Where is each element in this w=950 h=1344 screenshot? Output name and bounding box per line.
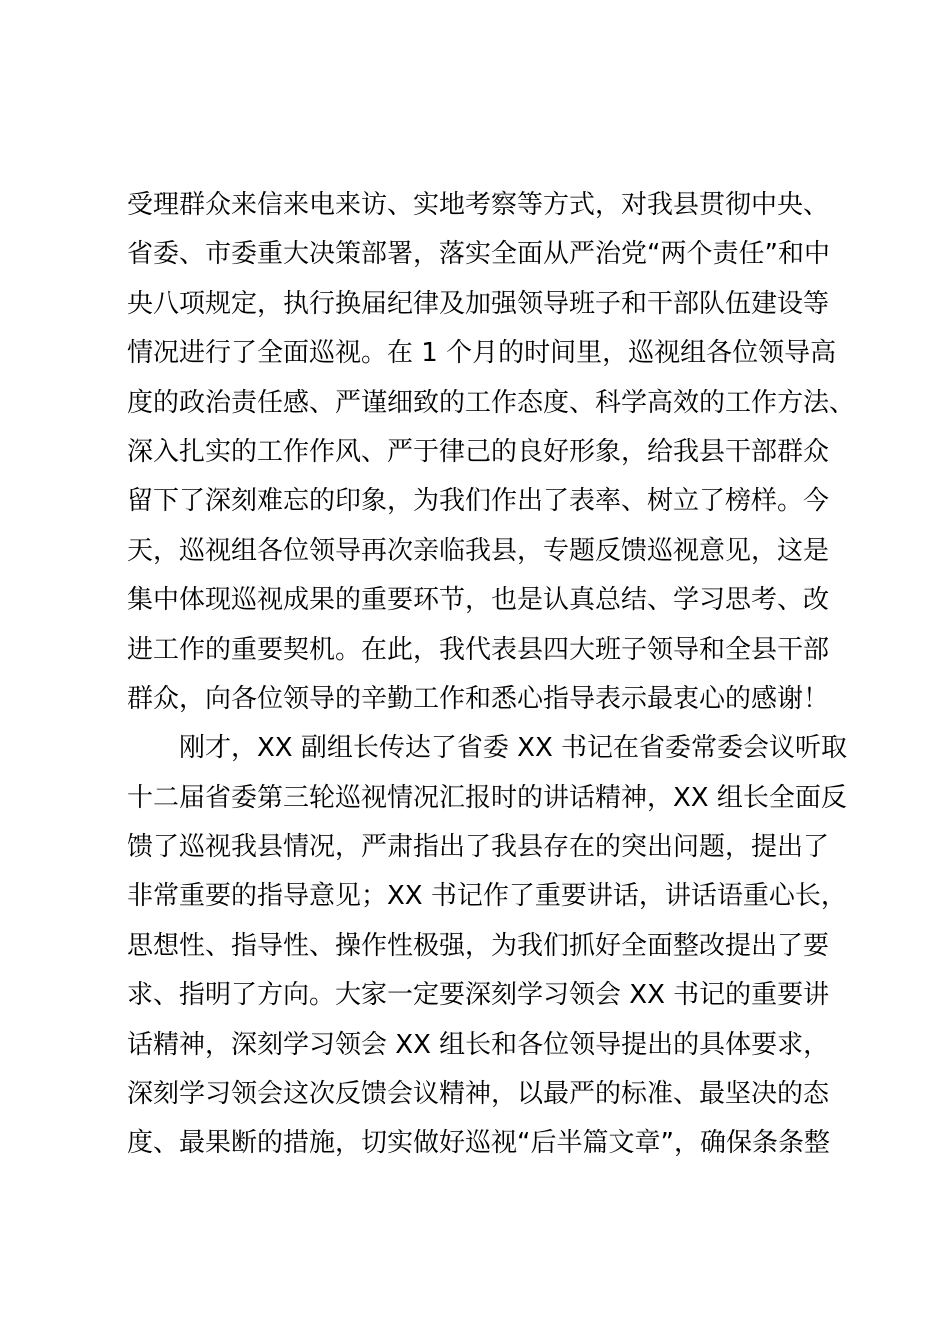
- text-line: 深刻学习领会这次反馈会议精神，以最严的标准、最坚决的态: [127, 1079, 830, 1110]
- text-line: 思想性、指导性、操作性极强，为我们抓好全面整改提出了要: [127, 930, 830, 961]
- text-line: 受理群众来信来电来访、实地考察等方式，对我县贯彻中央、: [127, 190, 830, 220]
- text-line: 馈了巡视我县情况，严肃指出了我县存在的突出问题，提出了: [127, 832, 830, 863]
- text-line: 央八项规定，执行换届纪律及加强领导班子和干部队伍建设等: [127, 288, 830, 319]
- text-line: 省委、市委重大决策部署，落实全面从严治党“两个责任”和中: [127, 239, 830, 270]
- paragraph-1: [127, 181, 856, 724]
- text-line: 天，巡视组各位领导再次亲临我县，专题反馈巡视意见，这是: [127, 535, 830, 566]
- text-line: 刚才，XX 副组长传达了省委 XX 书记在省委常委会议听取: [179, 733, 848, 764]
- text-line: 话精神，深刻学习领会 XX 组长和各位领导提出的具体要求，: [127, 1029, 830, 1060]
- paragraph-2: [127, 724, 847, 1169]
- text-line: 非常重要的指导意见；XX 书记作了重要讲话，讲话语重心长，: [127, 881, 847, 912]
- text-line: 度的政治责任感、严谨细致的工作态度、科学高效的工作方法、: [127, 387, 856, 418]
- text-line: 十二届省委第三轮巡视情况汇报时的讲话精神，XX 组长全面反: [127, 782, 847, 813]
- text-line: 集中体现巡视成果的重要环节，也是认真总结、学习思考、改: [127, 585, 830, 616]
- text-line: 度、最果断的措施，切实做好巡视“后半篇文章”，确保条条整: [127, 1128, 830, 1159]
- text-line: 群众，向各位领导的辛勤工作和悉心指导表示最衷心的感谢！: [127, 683, 830, 714]
- text-line: 进工作的重要契机。在此，我代表县四大班子领导和全县干部: [127, 634, 830, 665]
- text-line: 深入扎实的工作作风、严于律己的良好形象，给我县干部群众: [127, 436, 830, 467]
- document-body: [127, 181, 856, 1169]
- text-line: 留下了深刻难忘的印象，为我们作出了表率、树立了榜样。今: [127, 486, 830, 517]
- text-line: 求、指明了方向。大家一定要深刻学习领会 XX 书记的重要讲: [127, 980, 830, 1011]
- text-line: 情况进行了全面巡视。在 1 个月的时间里，巡视组各位领导高: [127, 338, 837, 369]
